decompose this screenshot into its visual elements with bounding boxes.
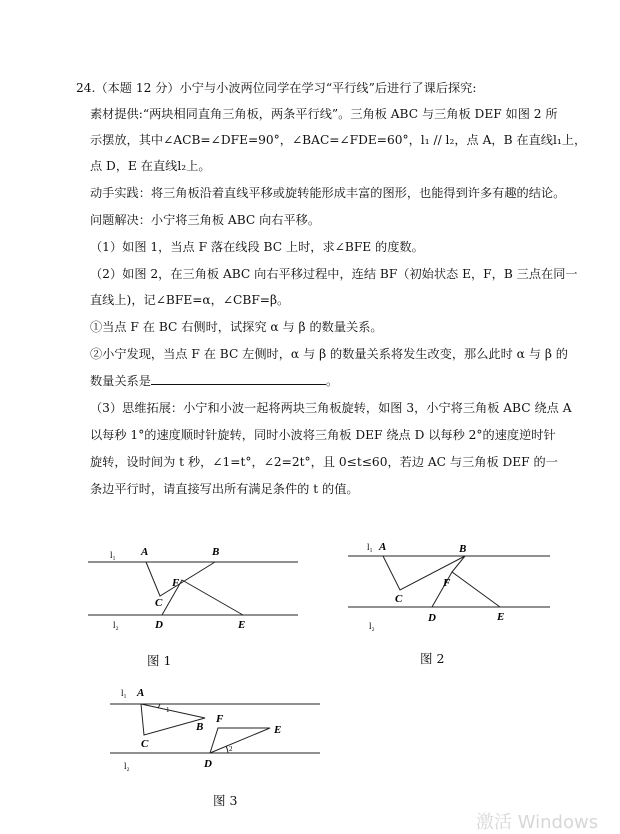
fig1-point-c: C (155, 597, 163, 609)
fig2-segment-bf (452, 556, 465, 572)
answer-prefix: 数量关系是 (90, 374, 151, 388)
fig1-point-f: F (172, 577, 180, 589)
fig2-point-b: B (459, 543, 467, 555)
fig1-point-b: B (212, 546, 220, 558)
answer-suffix: 。 (325, 374, 339, 388)
question-3-line-2: 以每秒 1°的速度顺时针旋转，同时小波将三角板 DEF 绕点 D 以每秒 2°的速度逆时针 (90, 428, 556, 442)
fig1-label-l1: l₁ (110, 550, 116, 560)
fig3-angle-1-label: 1 (166, 706, 170, 714)
question-2-sub-1: ①当点 F 在 BC 右侧时，试探究 α 与 β 的数量关系。 (90, 320, 383, 334)
fig3-label-l2: l₂ (124, 761, 130, 771)
fig3-point-e: E (274, 724, 282, 736)
fig1-point-a: A (141, 546, 149, 558)
fig3-point-f: F (216, 713, 224, 725)
question-2-sub-2-line-1: ②小宁发现，当点 F 在 BC 左侧时，α 与 β 的数量关系将发生改变，那么此时 α 与 β 的 (90, 347, 568, 361)
fig1-label-l2: l₂ (113, 620, 119, 630)
fig2-label-l2: l₂ (369, 621, 375, 631)
activation-watermark: 激活 Windows (476, 812, 599, 833)
fig3-angle-2-label: 2 (229, 745, 233, 753)
fig2-point-a: A (379, 541, 387, 553)
question-3-line-4: 条边平行时，请直接写出所有满足条件的 t 的值。 (90, 482, 359, 496)
question-3-line-1: （3）思维拓展：小宁和小波一起将两块三角板旋转，如图 3，小宁将三角板 ABC 绕点 A (90, 401, 572, 415)
question-2-line-1: （2）如图 2，在三角板 ABC 向右平移过程中，连结 BF（初始状态 E，F，B 三点在同一 (90, 267, 578, 281)
figure-2-caption: 图 2 (420, 651, 445, 666)
material-line-1: 素材提供:“两块相同直角三角板，两条平行线”。三角板 ABC 与三角板 DEF 如图 2 所 (90, 107, 558, 121)
fig3-angle-1-arc (158, 704, 160, 708)
fig3-point-a: A (137, 687, 145, 699)
fig2-point-f: F (443, 577, 451, 589)
fig1-point-e: E (238, 619, 246, 631)
fig2-point-d: D (428, 612, 436, 624)
fig1-point-d: D (155, 619, 163, 631)
fig2-point-c: C (395, 593, 403, 605)
fig3-point-d: D (204, 758, 212, 770)
fig3-label-l1: l₁ (121, 688, 127, 698)
material-line-3: 点 D，E 在直线l₂上。 (90, 159, 211, 173)
material-line-2: 示摆放，其中∠ACB=∠DFE=90°，∠BAC=∠FDE=60°，l₁ // l₂，点 A，B 在直线l₁上， (90, 133, 587, 147)
fig3-triangle-def (210, 728, 270, 753)
fig3-point-c: C (141, 738, 149, 750)
question-1: （1）如图 1，当点 F 落在线段 BC 上时，求∠BFE 的度数。 (90, 240, 424, 254)
fig2-point-e: E (497, 611, 505, 623)
fig2-label-l1: l₁ (367, 542, 373, 552)
fig3-point-b: B (196, 721, 204, 733)
question-3-line-3: 旋转，设时间为 t 秒，∠1=t°，∠2=2t°，且 0≤t≤60，若边 AC 与三角板 DEF 的一 (90, 455, 558, 469)
practice-text: 动手实践：将三角板沿着直线平移或旋转能形成丰富的图形，也能得到许多有趣的结论。 (90, 186, 566, 200)
solve-text: 问题解决：小宁将三角板 ABC 向右平移。 (90, 213, 321, 227)
fig3-angle-2-arc (226, 746, 228, 753)
figure-3-caption: 图 3 (213, 793, 238, 808)
question-2-line-2: 直线上)，记∠BFE=α，∠CBF=β。 (90, 293, 290, 307)
problem-header: 24.（本题 12 分）小宁与小波两位同学在学习“平行线”后进行了课后探究: (76, 81, 477, 95)
figure-1-caption: 图 1 (147, 653, 172, 668)
fig1-triangle-abc (146, 562, 215, 596)
